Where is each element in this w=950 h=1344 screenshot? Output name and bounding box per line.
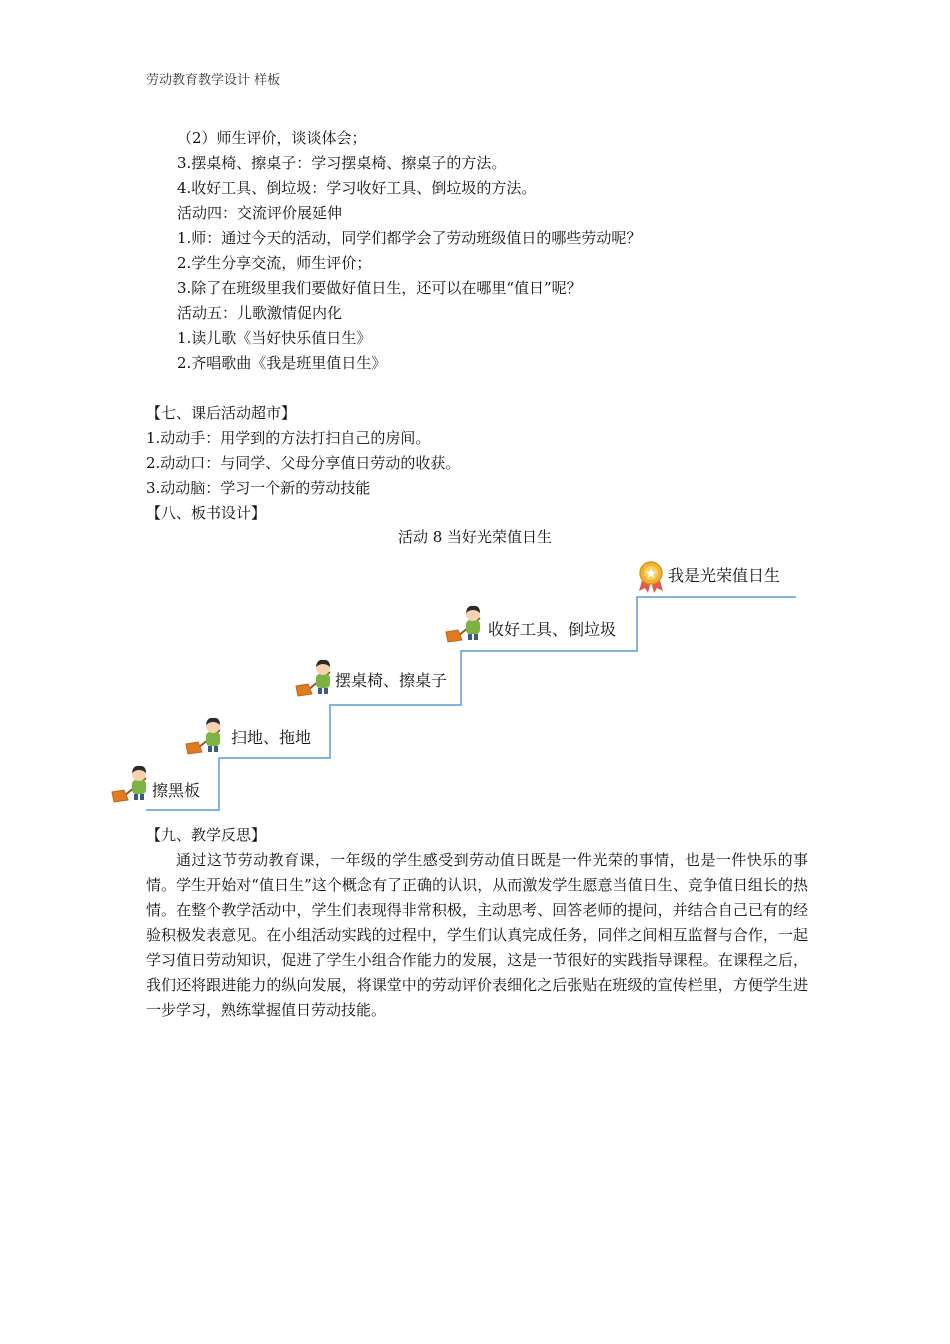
step-label: 扫地、拖地	[231, 728, 312, 747]
student-sweeping-icon	[296, 660, 330, 696]
step-label: 摆桌椅、擦桌子	[335, 671, 448, 690]
activity-line: 1.读儿歌《当好快乐值日生》	[177, 329, 372, 347]
step-label: 收好工具、倒垃圾	[488, 620, 617, 639]
activity-line: 1.师：通过今天的活动，同学们都学会了劳动班级值日的哪些劳动呢？	[177, 229, 642, 247]
list-item: 1.动动手：用学到的方法打扫自己的房间。	[146, 429, 431, 447]
reflection-paragraph: 通过这节劳动教育课，一年级的学生感受到劳动值日既是一件光荣的事情，也是一件快乐的事情。学生开始对“值日生”这个概念有了正确的认识，从而激发学生愿意当值日生、竞争值日组长的热情。在整个教学活动中，学生们表现得非常积极，主动思考、回答老师的提问，并结合自己已有的经验积极发表意见。在小组活动实践的过程中，学生们认真完成任务，同伴之间相互监督与合作，一起学习值日劳动知识，促进了学生小组合作能力的发展，这是一节很好的实践指导课程。在课程之后，我们还将跟进能力的纵向发展，将课堂中的劳动评价表细化之后张贴在班级的宣传栏里，方便学生进一步学习，熟练掌握值日劳动技能。	[146, 851, 808, 1019]
section-heading-7: 【七、课后活动超市】	[146, 404, 297, 422]
step-label: 擦黑板	[152, 781, 201, 800]
medal-icon	[639, 562, 663, 593]
section-heading-8: 【八、板书设计】	[146, 504, 267, 522]
activity-heading: 活动四：交流评价展延伸	[177, 204, 343, 222]
activity-line: 3.除了在班级里我们要做好值日生，还可以在哪里“值日”呢？	[177, 279, 582, 297]
activity-heading: 活动五：儿歌激情促内化	[177, 304, 343, 322]
list-item: 3.动动脑：学习一个新的劳动技能	[146, 479, 371, 497]
activity-line: 2.学生分享交流，师生评价；	[177, 254, 372, 272]
section-heading-9: 【九、教学反思】	[146, 826, 267, 844]
step-label: 我是光荣值日生	[668, 566, 781, 585]
page-header: 劳动教育教学设计 样板	[146, 73, 281, 88]
activity-line: 3.摆桌椅、擦桌子：学习摆桌椅、擦桌子的方法。	[177, 154, 507, 172]
activity-line: 2.齐唱歌曲《我是班里值日生》	[177, 354, 387, 372]
student-sweeping-icon	[186, 718, 220, 754]
board-title: 活动 8 当好光荣值日生	[397, 528, 553, 546]
list-item: 2.动动口：与同学、父母分享值日劳动的收获。	[146, 454, 461, 472]
student-sweeping-icon	[446, 606, 480, 642]
student-sweeping-icon	[112, 766, 146, 802]
activity-line: （2）师生评价，谈谈体会；	[177, 129, 367, 147]
activity-line: 4.收好工具、倒垃圾：学习收好工具、倒垃圾的方法。	[177, 179, 537, 197]
